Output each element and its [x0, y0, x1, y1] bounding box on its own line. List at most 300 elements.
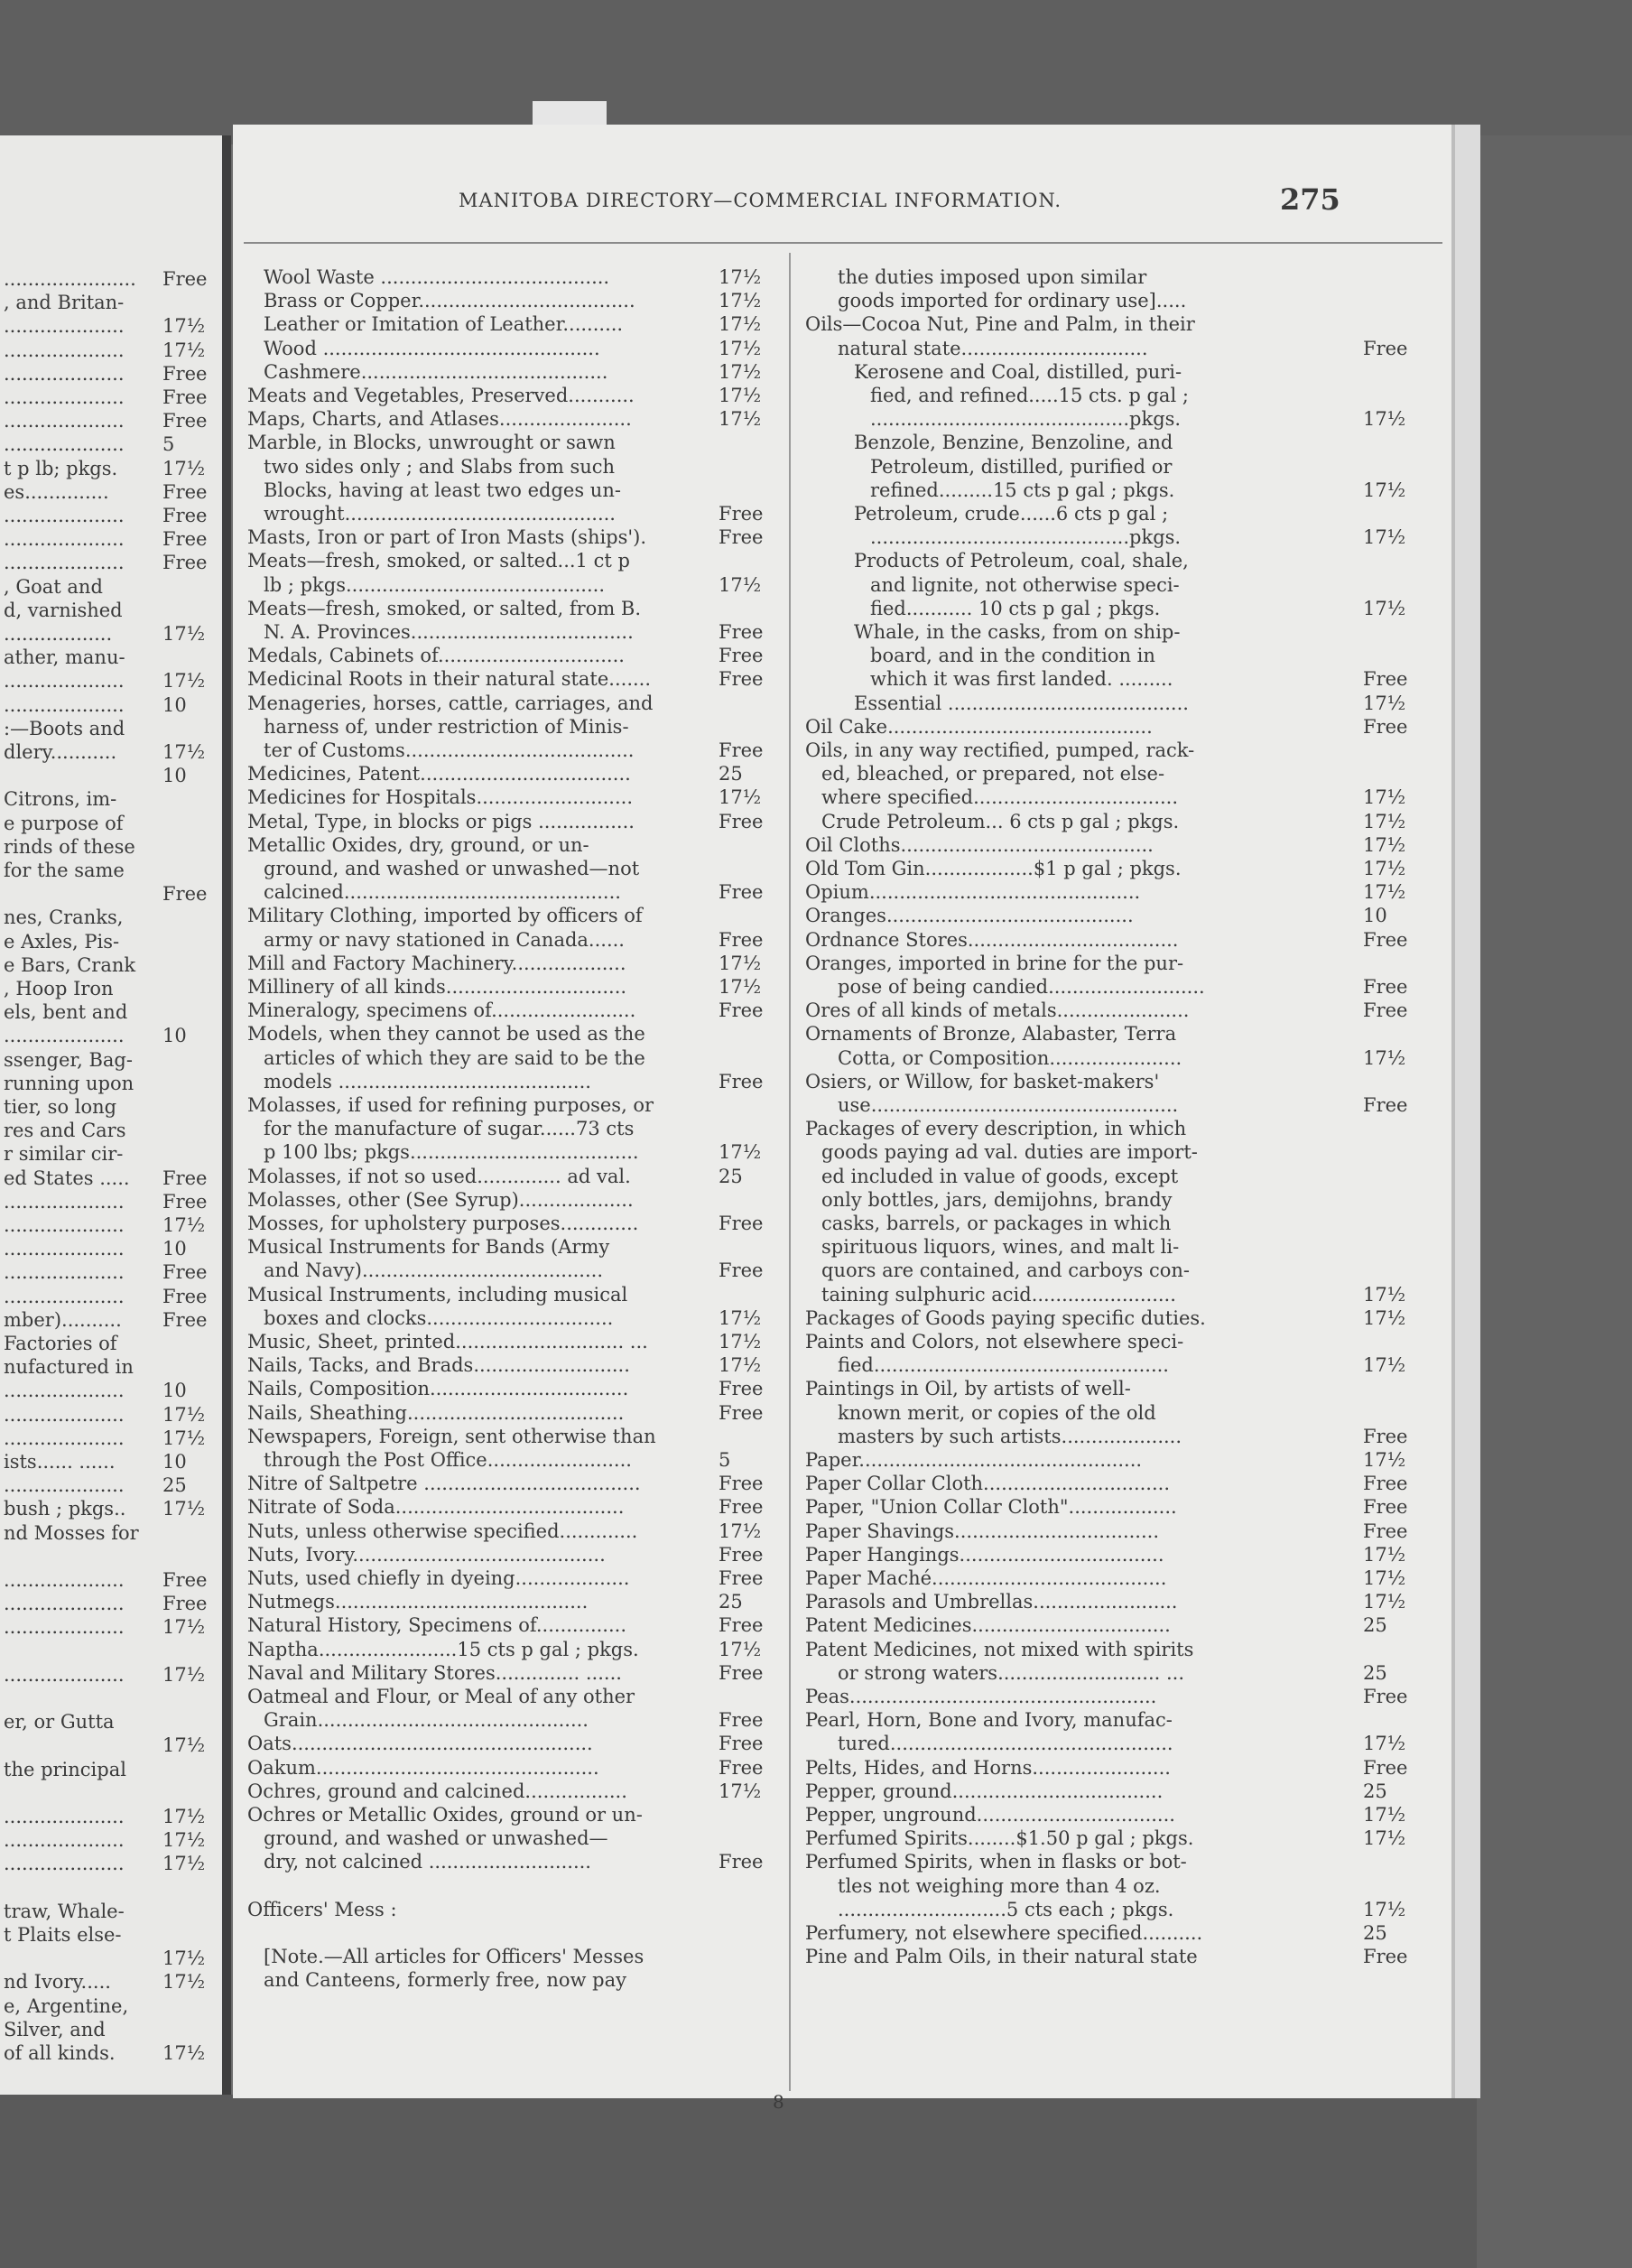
- tariff-item-text: Natural History, Specimens of...............: [247, 1614, 627, 1637]
- tariff-line: [4, 527, 220, 551]
- tariff-line: [805, 1780, 1437, 1803]
- tariff-line: [805, 360, 1437, 384]
- tariff-line: [247, 1448, 780, 1472]
- tariff-rate: 17½: [719, 313, 762, 336]
- tariff-line: [247, 1590, 780, 1613]
- tariff-item-text: where specified..................................: [821, 786, 1179, 809]
- tariff-line: [247, 715, 780, 739]
- tariff-line: [247, 1140, 780, 1164]
- tariff-item-text: ....................: [4, 693, 125, 716]
- tariff-item-text: ....................: [4, 1616, 125, 1639]
- tariff-rate: Free: [162, 1569, 208, 1591]
- tariff-line: [4, 1167, 220, 1190]
- tariff-line: [247, 833, 780, 857]
- tariff-item-text: Opium.............................................: [805, 881, 1141, 904]
- tariff-item-text: Leather or Imitation of Leather..........: [264, 313, 624, 336]
- tariff-item-text: Meats—fresh, smoked, or salted, from B.: [247, 597, 642, 619]
- tariff-item-text: Factories of: [4, 1333, 117, 1354]
- tariff-item-text: ............................5 cts each ; pkgs.: [838, 1898, 1174, 1920]
- tariff-rate: Free: [719, 1733, 764, 1755]
- tariff-item-text: ....................: [4, 1025, 125, 1047]
- tariff-item-text: Molasses, other (See Syrup)...................: [247, 1188, 634, 1211]
- tariff-rate: 17½: [1363, 597, 1406, 619]
- tariff-rate: Free: [162, 362, 208, 385]
- tariff-item-text: goods imported for ordinary use].....: [838, 290, 1187, 312]
- tariff-item-text: Models, when they cannot be used as the: [247, 1023, 645, 1046]
- tariff-line: [247, 1756, 780, 1780]
- tariff-item-text: fied.................................................: [838, 1354, 1169, 1377]
- tariff-line: [805, 1235, 1437, 1259]
- tariff-rate: 25: [719, 1165, 743, 1187]
- tariff-line: [247, 1566, 780, 1590]
- tariff-rate: 17½: [719, 1354, 762, 1377]
- tariff-rate: 25: [162, 1474, 187, 1497]
- tariff-line: [805, 1046, 1437, 1070]
- tariff-line: [247, 1495, 780, 1519]
- tariff-rate: 17½: [162, 1947, 206, 1970]
- tariff-line: [247, 431, 780, 454]
- tariff-rate: 17½: [1363, 810, 1406, 832]
- tariff-rate: Free: [719, 1473, 764, 1495]
- tariff-rate: Free: [719, 1661, 764, 1684]
- tariff-line: [4, 1687, 220, 1710]
- tariff-rate: Free: [719, 999, 764, 1022]
- tariff-rate: 10: [162, 1380, 187, 1402]
- tariff-line: [805, 1803, 1437, 1826]
- tariff-item-text: Paper Collar Cloth...............................: [805, 1473, 1170, 1495]
- tariff-rate: Free: [1363, 668, 1408, 691]
- tariff-rate: Free: [162, 268, 208, 290]
- tariff-line: [247, 360, 780, 384]
- tariff-line: [805, 597, 1437, 620]
- tariff-item-text: Pepper, ground...................................: [805, 1780, 1164, 1802]
- tariff-item-text: ....................: [4, 1403, 125, 1426]
- tariff-line: [4, 2041, 220, 2065]
- tariff-item-text: Ordnance Stores...................................: [805, 928, 1179, 951]
- tariff-line: [4, 1332, 220, 1355]
- tariff-line: [247, 1826, 780, 1850]
- tariff-line: [805, 573, 1437, 597]
- tariff-item-text: Paper, "Union Collar Cloth"..................: [805, 1496, 1177, 1519]
- tariff-line: [805, 739, 1437, 762]
- tariff-rate: Free: [162, 552, 208, 574]
- tariff-line: [247, 1921, 780, 1945]
- tariff-line: [4, 1923, 220, 1947]
- tariff-rate: 17½: [162, 1498, 206, 1520]
- tariff-rate: 17½: [162, 623, 206, 645]
- tariff-rate: 17½: [1363, 1306, 1406, 1329]
- tariff-line: [805, 1945, 1437, 1968]
- tariff-line: [4, 1521, 220, 1545]
- tariff-line: [4, 787, 220, 811]
- tariff-line: [805, 1566, 1437, 1590]
- tariff-item-text: tier, so long: [4, 1096, 117, 1118]
- tariff-rate: 10: [1363, 905, 1387, 927]
- tariff-item-text: ather, manu-: [4, 646, 125, 669]
- tariff-line: [247, 502, 780, 525]
- tariff-line: [4, 1119, 220, 1142]
- tariff-item-text: Maps, Charts, and Atlases......................: [247, 408, 632, 431]
- tariff-line: [4, 1213, 220, 1237]
- tariff-item-text: Paper Maché.......................................: [805, 1567, 1167, 1589]
- tariff-line: [247, 1732, 780, 1755]
- tariff-line: [805, 1188, 1437, 1212]
- tariff-item-text: Perfumery, not elsewhere specified..........: [805, 1922, 1203, 1944]
- tariff-rate: 17½: [162, 1971, 206, 1994]
- tariff-rate: Free: [719, 1756, 764, 1779]
- tariff-rate: 17½: [1363, 408, 1406, 431]
- tariff-line: [247, 692, 780, 715]
- tariff-item-text: e purpose of: [4, 812, 124, 834]
- tariff-item-text: t p lb; pkgs.: [4, 457, 118, 479]
- tariff-line: [805, 384, 1437, 407]
- tariff-item-text: spirituous liquors, wines, and malt li-: [821, 1236, 1180, 1259]
- tariff-line: [4, 1237, 220, 1260]
- tariff-rate: 17½: [719, 290, 762, 312]
- page-275: [233, 125, 1453, 2113]
- tariff-line: [247, 952, 780, 975]
- tariff-line: [805, 525, 1437, 549]
- tariff-line: [4, 1473, 220, 1497]
- tariff-item-text: Cashmere.........................................: [264, 360, 608, 383]
- tariff-line: [247, 1165, 780, 1188]
- tariff-item-text: board, and in the condition in: [870, 645, 1155, 667]
- tariff-item-text: d, varnished: [4, 599, 123, 621]
- tariff-item-text: ....................: [4, 339, 125, 361]
- tariff-item-text: of all kinds.: [4, 2042, 116, 2064]
- tariff-item-text: ....................: [4, 505, 125, 526]
- tariff-item-text: Naptha.......................15 cts p gal ; pkgs.: [247, 1638, 639, 1660]
- tariff-line: [805, 715, 1437, 739]
- tariff-item-text: Essential ........................................: [854, 692, 1189, 714]
- tariff-line: [805, 1921, 1437, 1945]
- tariff-line: [4, 1024, 220, 1047]
- tariff-item-text: ....................: [4, 1261, 125, 1284]
- tariff-item-text: ....................: [4, 433, 125, 456]
- tariff-item-text: Metal, Type, in blocks or pigs ................: [247, 810, 635, 832]
- tariff-line: [805, 975, 1437, 999]
- tariff-item-text: nd Ivory.....: [4, 1971, 111, 1994]
- tariff-item-text: e Bars, Crank: [4, 953, 136, 976]
- tariff-line: [4, 504, 220, 527]
- tariff-item-text: Nitrate of Soda......................................: [247, 1496, 625, 1519]
- tariff-rate: 17½: [162, 339, 206, 361]
- tariff-item-text: boxes and clocks...............................: [264, 1306, 614, 1329]
- tariff-item-text: nes, Cranks,: [4, 906, 124, 929]
- tariff-rate: 5: [162, 433, 175, 456]
- tariff-line: [4, 1568, 220, 1592]
- tariff-rate: Free: [162, 1308, 208, 1331]
- printer-signature: 8: [773, 2091, 784, 2113]
- tariff-line: [4, 480, 220, 504]
- tariff-rate: 17½: [719, 360, 762, 383]
- tariff-rate: Free: [1363, 1473, 1408, 1495]
- tariff-rate: 17½: [1363, 1567, 1406, 1589]
- tariff-rate: 17½: [1363, 526, 1406, 549]
- tariff-item-text: and Navy)........................................: [264, 1259, 603, 1282]
- tariff-line: [247, 1708, 780, 1732]
- tariff-rate: Free: [719, 503, 764, 525]
- tariff-item-text: Paper Hangings..................................: [805, 1543, 1164, 1566]
- tariff-item-text: Perfumed Spirits........$1.50 p gal ; pkgs.: [805, 1827, 1194, 1850]
- tariff-line: [247, 644, 780, 667]
- tariff-rate: 17½: [1363, 1543, 1406, 1566]
- tariff-rate: 10: [162, 765, 187, 787]
- tariff-line: [805, 1377, 1437, 1400]
- tariff-line: [4, 1403, 220, 1427]
- tariff-rate: Free: [162, 410, 208, 432]
- tariff-rate: 17½: [162, 315, 206, 338]
- tariff-item-text: Cotta, or Composition......................: [838, 1046, 1182, 1069]
- tariff-item-text: rinds of these: [4, 835, 135, 858]
- tariff-line: [805, 833, 1437, 857]
- tariff-item-text: ....................: [4, 1474, 125, 1497]
- tariff-line: [4, 693, 220, 717]
- tariff-line: [805, 1495, 1437, 1519]
- tariff-item-text: Wool Waste ......................................: [264, 266, 610, 288]
- tariff-rate: 17½: [719, 1638, 762, 1660]
- tariff-item-text: harness of, under restriction of Minis-: [264, 715, 629, 738]
- tariff-line: [4, 859, 220, 882]
- tariff-line: [247, 1425, 780, 1448]
- tariff-rate: 17½: [162, 1214, 206, 1236]
- tariff-line: [805, 762, 1437, 785]
- tariff-line: [247, 1401, 780, 1425]
- tariff-item-text: tles not weighing more than 4 oz.: [838, 1874, 1161, 1897]
- tariff-rate: 10: [162, 693, 187, 716]
- tariff-rate: 17½: [719, 385, 762, 406]
- tariff-item-text: Crude Petroleum... 6 cts p gal ; pkgs.: [821, 810, 1180, 832]
- tariff-rate: 17½: [719, 952, 762, 974]
- tariff-rate: 17½: [1363, 1449, 1406, 1471]
- tariff-line: [805, 407, 1437, 431]
- tariff-rate: 17½: [719, 337, 762, 359]
- tariff-item-text: ....................: [4, 1569, 125, 1591]
- tariff-item-text: or strong waters........................... ...: [838, 1661, 1185, 1684]
- tariff-line: [247, 573, 780, 597]
- tariff-line: [247, 1259, 780, 1282]
- tariff-line: [247, 1212, 780, 1235]
- tariff-item-text: Brass or Copper....................................: [264, 290, 635, 312]
- tariff-rate: Free: [1363, 999, 1408, 1022]
- tariff-item-text: ssenger, Bag-: [4, 1048, 133, 1071]
- tariff-item-text: els, bent and: [4, 1001, 128, 1024]
- tariff-item-text: Menageries, horses, cattle, carriages, and: [247, 692, 654, 714]
- tariff-item-text: Perfumed Spirits, when in flasks or bot-: [805, 1851, 1187, 1873]
- tariff-item-text: for the same: [4, 860, 125, 881]
- tariff-line: [805, 1283, 1437, 1306]
- tariff-item-text: Pine and Palm Oils, in their natural state: [805, 1946, 1198, 1968]
- tariff-line: [4, 2018, 220, 2041]
- tariff-item-text: Pepper, unground.................................: [805, 1804, 1175, 1826]
- tariff-item-text: ....................: [4, 410, 125, 432]
- tariff-rate: Free: [162, 480, 208, 503]
- tariff-rate: 17½: [719, 786, 762, 809]
- tariff-rate: Free: [162, 505, 208, 526]
- tariff-line: [805, 1330, 1437, 1353]
- tariff-item-text: ....................: [4, 1853, 125, 1875]
- tariff-item-text: Officers' Mess :: [247, 1898, 397, 1920]
- tariff-line: [805, 1212, 1437, 1235]
- tariff-line: [4, 622, 220, 646]
- tariff-item-text: ......................: [4, 268, 136, 290]
- tariff-line: [4, 599, 220, 622]
- tariff-item-text: ground, and washed or unwashed—: [264, 1827, 608, 1850]
- tariff-item-text: Silver, and: [4, 2018, 106, 2040]
- tariff-item-text: Paper...............................................: [805, 1449, 1143, 1471]
- tariff-line: [247, 999, 780, 1022]
- tariff-line: [805, 1850, 1437, 1873]
- tariff-item-text: and Canteens, formerly free, now pay: [264, 1969, 626, 1992]
- tariff-rate: Free: [719, 1401, 764, 1424]
- tariff-item-text: dlery...........: [4, 741, 117, 763]
- tariff-line: [805, 1613, 1437, 1637]
- tariff-item-text: ....................: [4, 315, 125, 338]
- tariff-line: [805, 692, 1437, 715]
- tariff-line: [805, 337, 1437, 360]
- tariff-rate: Free: [1363, 976, 1408, 998]
- tariff-rate: 17½: [1363, 1283, 1406, 1306]
- tariff-rate: Free: [162, 1190, 208, 1213]
- tariff-line: [247, 1070, 780, 1093]
- tariff-line: [4, 740, 220, 764]
- tariff-line: [4, 835, 220, 859]
- tariff-item-text: Pelts, Hides, and Horns.......................: [805, 1756, 1171, 1779]
- tariff-line: [4, 1355, 220, 1379]
- tariff-line: [805, 1661, 1437, 1685]
- tariff-line: [247, 407, 780, 431]
- tariff-item-text: Citrons, im-: [4, 788, 117, 811]
- tariff-rate: Free: [162, 528, 208, 551]
- tariff-item-text: Nitre of Saltpetre ....................................: [247, 1473, 641, 1495]
- tariff-line: [805, 1898, 1437, 1921]
- tariff-rate: Free: [162, 883, 208, 906]
- tariff-item-text: Marble, in Blocks, unwrought or sawn: [247, 432, 616, 454]
- tariff-item-text: :—Boots and: [4, 717, 125, 739]
- tariff-rate: 17½: [1363, 858, 1406, 879]
- tariff-line: [4, 906, 220, 929]
- tariff-item-text: ....................: [4, 528, 125, 551]
- tariff-item-text: er, or Gutta: [4, 1711, 115, 1734]
- tariff-item-text: ter of Customs......................................: [264, 739, 635, 761]
- page-header: [233, 182, 1453, 224]
- tariff-rate: Free: [1363, 1756, 1408, 1779]
- scan-background-bottom: [0, 2095, 1477, 2268]
- tariff-item-text: tured...............................................: [838, 1733, 1173, 1755]
- tariff-item-text: ....................: [4, 1214, 125, 1236]
- tariff-item-text: nd Mosses for: [4, 1521, 139, 1544]
- tariff-rate: 17½: [162, 670, 206, 692]
- tariff-item-text: ....................: [4, 1593, 125, 1615]
- tariff-item-text: Medicines, Patent...................................: [247, 763, 631, 785]
- tariff-rate: 17½: [162, 1427, 206, 1449]
- tariff-item-text: refined.........15 cts p gal ; pkgs.: [870, 479, 1175, 501]
- tariff-item-text: Pearl, Horn, Bone and Ivory, manufac-: [805, 1709, 1173, 1732]
- tariff-line: [805, 289, 1437, 312]
- tariff-item-text: Oils, in any way rectified, pumped, rack-: [805, 739, 1195, 761]
- tariff-line: [247, 549, 780, 572]
- tariff-line: [805, 928, 1437, 952]
- scan-background-top: [0, 0, 1632, 144]
- tariff-line: [805, 1259, 1437, 1282]
- tariff-item-text: ...........................................pkgs.: [870, 526, 1182, 549]
- tariff-item-text: ed included in value of goods, except: [821, 1165, 1179, 1187]
- tariff-item-text: nufactured in: [4, 1356, 134, 1379]
- tariff-line: [4, 1734, 220, 1757]
- tariff-item-text: Peas...................................................: [805, 1686, 1157, 1707]
- tariff-line: [4, 409, 220, 432]
- tariff-item-text: Mineralogy, specimens of........................: [247, 999, 636, 1022]
- tariff-line: [4, 362, 220, 386]
- tariff-line: [805, 785, 1437, 809]
- tariff-item-text: Oakum...............................................: [247, 1756, 599, 1779]
- tariff-item-text: natural state...............................: [838, 337, 1148, 359]
- tariff-rate: 17½: [162, 1663, 206, 1686]
- tariff-line: [247, 1022, 780, 1046]
- tariff-item-text: Petroleum, crude......6 cts p gal ;: [854, 503, 1169, 525]
- tariff-rate: Free: [162, 1593, 208, 1615]
- tariff-item-text: r similar cir-: [4, 1143, 124, 1166]
- tariff-item-text: Grain.............................................: [264, 1709, 589, 1732]
- tariff-line: [4, 1285, 220, 1308]
- tariff-line: [4, 267, 220, 291]
- tariff-line: [4, 1781, 220, 1805]
- tariff-item-text: wrought.............................................: [264, 503, 616, 525]
- tariff-line: [247, 1945, 780, 1968]
- page-gutter: [222, 135, 231, 2095]
- tariff-item-text: use...................................................: [838, 1094, 1179, 1116]
- tariff-item-text: Ornaments of Bronze, Alabaster, Terra: [805, 1023, 1177, 1046]
- tariff-line: [247, 597, 780, 620]
- tariff-line: [247, 975, 780, 999]
- tariff-line: [4, 717, 220, 740]
- tariff-rate: 17½: [162, 741, 206, 763]
- tariff-line: [4, 1710, 220, 1734]
- tariff-item-text: e Axles, Pis-: [4, 930, 120, 953]
- tariff-item-text: Naval and Military Stores.............. ......: [247, 1661, 622, 1684]
- tariff-line: [4, 1497, 220, 1520]
- tariff-rate: Free: [719, 668, 764, 691]
- tariff-item-text: Meats—fresh, smoked, or salted...1 ct p: [247, 550, 630, 572]
- tariff-item-text: Medals, Cabinets of...............................: [247, 645, 625, 667]
- tariff-line: [247, 1898, 780, 1921]
- tariff-line: [4, 977, 220, 1000]
- tariff-item-text: N. A. Provinces.....................................: [264, 621, 634, 643]
- tariff-line: [805, 1874, 1437, 1898]
- tariff-rate: Free: [719, 526, 764, 549]
- tariff-item-text: bush ; pkgs..: [4, 1498, 126, 1520]
- tariff-line: [4, 1450, 220, 1473]
- tariff-line: [4, 764, 220, 787]
- tariff-rate: 25: [719, 1591, 743, 1613]
- tariff-line: [4, 1190, 220, 1213]
- tariff-rate: Free: [1363, 715, 1408, 738]
- tariff-line: [4, 1308, 220, 1332]
- tariff-line: [4, 1142, 220, 1166]
- tariff-item-text: Medicinal Roots in their natural state.......: [247, 668, 652, 691]
- tariff-line: [247, 1377, 780, 1400]
- tariff-rate: 17½: [719, 408, 762, 431]
- tariff-item-text: through the Post Office........................: [264, 1449, 632, 1471]
- tariff-line: [805, 904, 1437, 927]
- tariff-item-text: Packages of Goods paying specific duties.: [805, 1306, 1206, 1329]
- tariff-line: [4, 1758, 220, 1781]
- tariff-item-text: p 100 lbs; pkgs......................................: [264, 1141, 639, 1164]
- tariff-line: [805, 549, 1437, 572]
- tariff-item-text: ....................: [4, 1380, 125, 1402]
- tariff-item-text: Molasses, if not so used.............. ad val.: [247, 1165, 631, 1187]
- tariff-line: [247, 1780, 780, 1803]
